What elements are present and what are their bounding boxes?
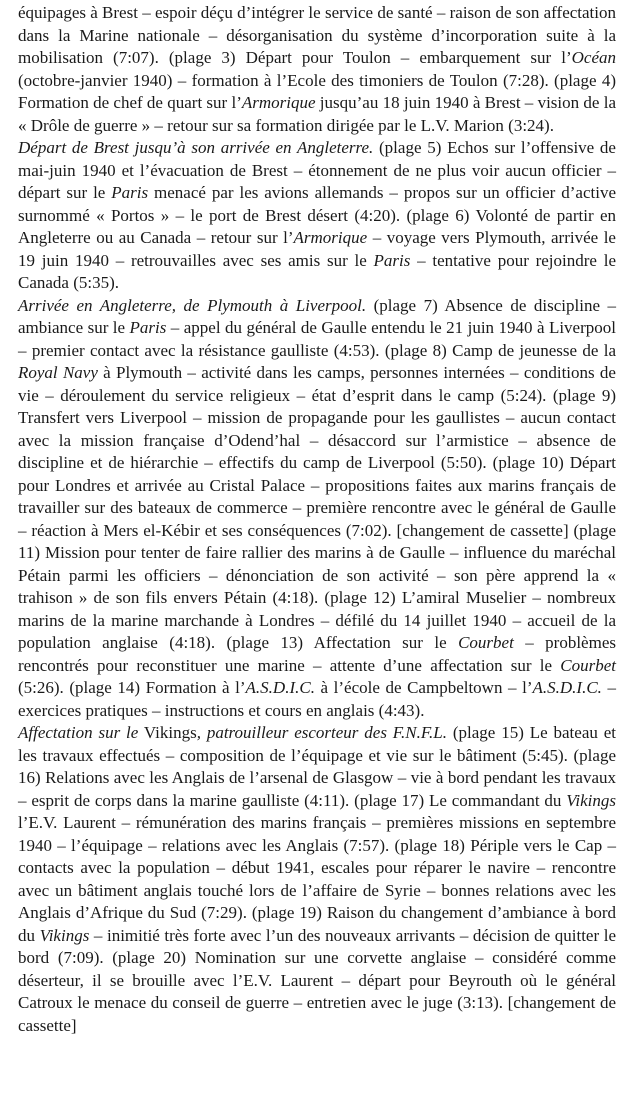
text-run: – tentative pour rejoindre le Canada (5:35). <box>18 250 616 292</box>
italic-text: A.S.D.I.C. <box>245 678 315 697</box>
italic-text: Royal Navy <box>18 363 98 382</box>
text-run: (plage 15) Le bateau et les travaux effectués – composition de l’équipage et vie sur le bâtiment (5:45). (plage 16) Relations avec les Anglais de l’arsenal de Glasgow – vie à bord pendant les travaux – esprit de corps dans la marine gaulliste (4:11). (plage 17) Le commandant du <box>18 723 617 810</box>
section-arrivee-angleterre <box>18 295 616 723</box>
italic-text: Affectation sur le <box>18 723 139 742</box>
section-affectation-vikings <box>18 722 616 1037</box>
section-continuation <box>18 2 616 137</box>
text-run: équipages à Brest – espoir déçu d’intégrer le service de santé – raison de son affectation dans la Marine nationale – désorganisation du système d’incorporation suite à la mobilisation (7:07). (plage 3) Départ pour Toulon – embarquement sur l’ <box>18 3 616 67</box>
text-run: – exercices pratiques – instructions et cours en anglais (4:43). <box>18 678 616 720</box>
italic-text: Océan <box>571 48 616 67</box>
italic-text: Paris <box>373 250 411 270</box>
italic-text: Vikings <box>39 925 90 945</box>
italic-text: Vikings <box>566 790 616 810</box>
document-body <box>18 2 616 1037</box>
italic-text: Paris <box>129 318 167 337</box>
text-run: (plage 5) Echos sur l’offensive de mai-juin 1940 et l’évacuation de Brest – étonnement de ne plus voir aucun officier – départ sur le <box>18 138 616 202</box>
text-run: (5:26). (plage 14) Formation à l’ <box>18 678 246 697</box>
text-run: l’E.V. Laurent – rémunération des marins français – premières missions en septembre 1940 – l’équipage – relations avec les Anglais (7:57). (plage 18) Périple vers le Cap – contacts avec la population – début 1941, escales pour réparer le navire – rencontre avec un bâtiment anglais touché lors de l’affaire de Syrie – bonnes relations avec les Anglais d’Afrique du Sud (7:29). (plage 19) Raison du changement d’ambiance à bord du <box>18 813 616 945</box>
section-depart-brest <box>18 137 616 295</box>
text-run: menacé par les avions allemands – propos sur un officier d’active surnommé « Portos » – le port de Brest désert (4:20). (plage 6) Volonté de partir en Angleterre ou au Canada – retour sur l’ <box>18 183 617 247</box>
italic-text: Courbet <box>560 655 616 675</box>
text-run: à Plymouth – activité dans les camps, personnes internées – conditions de vie – déroulement du service religieux – état d’esprit dans le camp (5:24). (plage 9) Transfert vers Liverpool – mission de propagande pour les gaullistes – aucun contact avec la mission française d’Odend’hal – désaccord sur l’armistice – absence de discipline et de hiérarchie – effectifs du camp de Liverpool (5:50). (plage 10) Départ pour Londres et arrivée au Cristal Palace – propositions faites aux marins français de travailler sur des bateaux de commerce – première rencontre avec le général de Gaulle – réaction à Mers el-Kébir et ses conséquences (7:02). [changement de cassette] (plage 11) Mission pour tenter de faire rallier des marins à de Gaulle – influence du maréchal Pétain parmi les officiers – dénonciation de son activité – son père apprend la « trahison » de son fils envers Pétain (4:18). (plage 12) L’amiral Muselier – nombreux marins de la marine marchande à Londres – défilé du 14 juillet 1940 – accueil de la population anglaise (4:18). (plage 13) Affectation sur le <box>18 363 616 652</box>
italic-text: Départ de Brest jusqu’à son arrivée en Angleterre. <box>18 138 374 157</box>
italic-text: Arrivée en Angleterre, de Plymouth à Liverpool. <box>18 295 367 315</box>
italic-text: A.S.D.I.C. <box>532 678 602 697</box>
italic-text: , patrouilleur escorteur des F.N.F.L. <box>196 723 447 742</box>
italic-text: Armorique <box>241 93 316 112</box>
text-run: Vikings <box>138 723 197 742</box>
text-run: – problèmes rencontrés pour reconstituer une marine – attente d’une affectation sur le <box>18 633 616 675</box>
text-run: – appel du général de Gaulle entendu le 21 juin 1940 à Liverpool – premier contact avec la résistance gaulliste (4:53). (plage 8) Camp de jeunesse de la <box>18 318 616 360</box>
italic-text: Paris <box>111 183 149 202</box>
text-run: (plage 7) Absence de discipline – ambiance sur le <box>18 295 616 337</box>
italic-text: Courbet <box>458 633 514 652</box>
text-run: – voyage vers Plymouth, arrivée le 19 juin 1940 – retrouvailles avec ses amis sur le <box>18 228 616 270</box>
text-run: jusqu’au 18 juin 1940 à Brest – vision de la « Drôle de guerre » – retour sur sa formation dirigée par le L.V. Marion (3:24). <box>18 93 616 135</box>
italic-text: Armorique <box>293 228 368 247</box>
text-run: (octobre-janvier 1940) – formation à l’Ecole des timoniers de Toulon (7:28). (plage 4) Formation de chef de quart sur l’ <box>18 70 616 112</box>
text-run: – inimitié très forte avec l’un des nouveaux arrivants – décision de quitter le bord (7:09). (plage 20) Nomination sur une corvette anglaise – considéré comme déserteur, il se brouille avec l’E.V. Laurent – départ pour Beyrouth où le général Catroux le menace du conseil de guerre – entretien avec le juge (3:13). [changement de cassette] <box>18 925 616 1035</box>
text-run: à l’école de Campbeltown – l’ <box>314 678 533 697</box>
